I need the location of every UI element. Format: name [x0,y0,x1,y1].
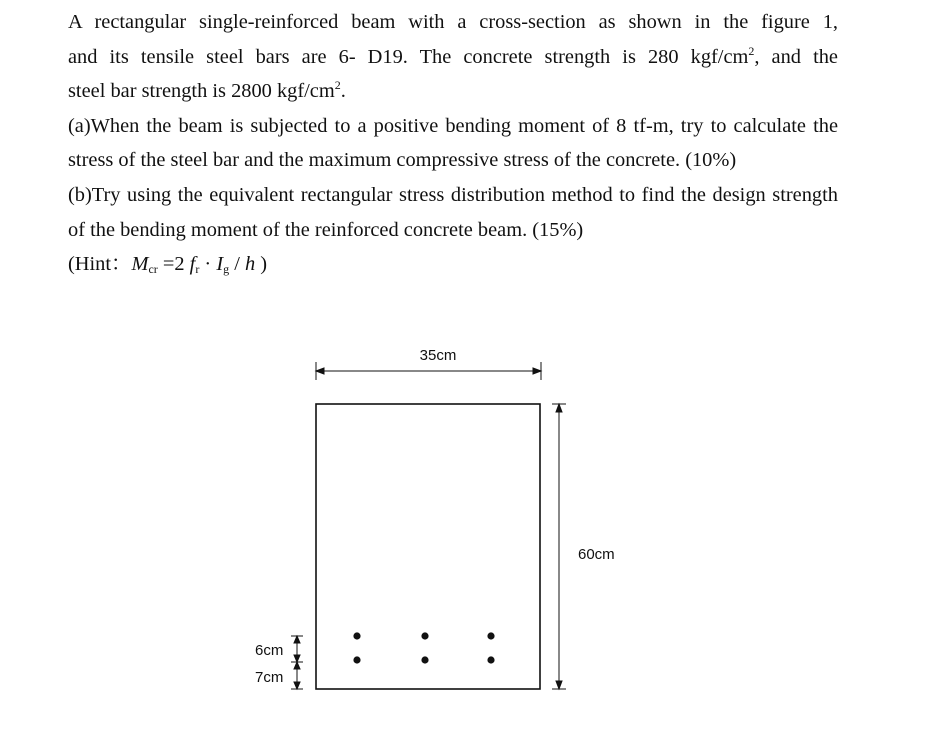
steel-bar [421,632,428,639]
intro-line-1: A rectangular single-reinforced beam with a cross-section as shown in the figure 1, [68,11,838,33]
width-label: 35cm [419,347,457,364]
question-part-b: (b)Try using the equivalent rectangular stress distribution method to find the design strength of the bending moment of the reinforced concrete beam. (15%) [68,183,838,241]
intro-line-2: and its tensile steel bars are 6- D19. The concrete strength is 280 kgf/$cm^2$, and the [68,43,838,68]
steel-bar [421,656,428,663]
superscript: 2 [748,43,755,58]
hint-formula: (Hint：$M_{cr} =2$ $f_r \cdot I_g / h$ ) [68,253,268,277]
height-dimension [552,404,566,689]
intro-line-3: steel bar strength is 2800 kgf/$cm^2$. [68,78,346,103]
cover-top-label: 6cm [255,642,284,659]
steel-bar [487,632,494,639]
width-dimension [316,362,541,380]
steel-bar [353,656,360,663]
height-label: 60cm [578,546,615,563]
cover-bottom-label: 7cm [255,669,284,686]
superscript: 2 [334,78,341,93]
question-part-a: (a)When the beam is subjected to a positive bending moment of 8 tf-m, try to calculate the stress of the steel bar and the maximum compressive stress of the concrete. (10%) [68,114,838,172]
steel-bar [487,656,494,663]
beam-section-outline [316,404,540,689]
steel-bars [353,632,494,663]
steel-bar [353,632,360,639]
cover-dimensions [291,636,303,689]
